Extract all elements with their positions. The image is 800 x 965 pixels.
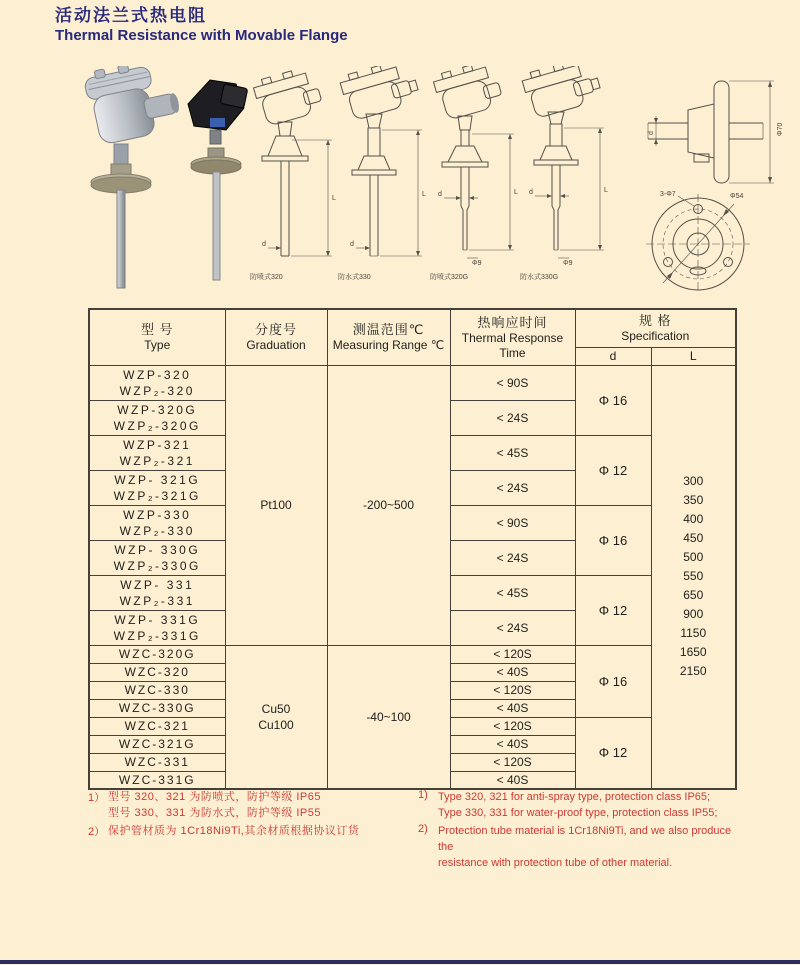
header-sub-d: d [575,347,651,365]
footnotes-en [418,789,738,873]
response-cell: < 90S [450,505,575,540]
drawing-330-graphic [338,66,430,270]
footnote-item: 1) Type 320, 321 for anti-spray type, protection class IP65; Type 330, 331 for water-proof type, protection class IP55; [418,789,718,819]
response-cell: < 40S [450,735,575,753]
drawing-320g-graphic [430,66,522,270]
header-type: 型 号 Type [89,309,225,365]
type-cell: WZC-321 [89,717,225,735]
drawing-type-320g [430,66,522,282]
diameter-cell: Φ 12 [575,575,651,645]
range-cell-wzp: -200~500 [327,365,450,645]
diameter-cell: Φ 16 [575,645,651,717]
diameter-cell: Φ 16 [575,365,651,435]
type-cell: WZC-330 [89,681,225,699]
response-cell: < 120S [450,681,575,699]
flange-side-graphic [618,76,798,194]
drawing-type-320 [250,70,342,282]
type-cell: WZP- 321G WZP₂-321G [89,470,225,505]
dim-label-phi70: Φ70 [777,122,784,136]
response-cell: < 24S [450,540,575,575]
type-cell: WZC-320G [89,645,225,663]
type-cell: WZP- 331G WZP₂-331G [89,610,225,645]
footnote-item: 2) Protection tube material is 1Cr18Ni9Ti, and we also produce the resistance with protection tube of other material. [418,823,732,869]
type-cell: WZP-321 WZP₂-321 [89,435,225,470]
page-title-en: Thermal Resistance with Movable Flange [55,27,348,44]
response-cell: < 45S [450,575,575,610]
type-cell: WZP- 330G WZP₂-330G [89,540,225,575]
drawing-type-330 [338,66,430,282]
thermocouple-photo-black-graphic [180,74,250,288]
response-cell: < 24S [450,470,575,505]
footnote-item: 2） 保护管材质为 1Cr18Ni9Ti,其余材质根据协议订货 [88,825,360,838]
dim-label-L: L [604,187,608,194]
response-cell: < 45S [450,435,575,470]
type-cell: WZP-330 WZP₂-330 [89,505,225,540]
drawing-320-graphic [250,70,342,270]
dim-label-phi9: Φ9 [563,260,573,267]
response-cell: < 120S [450,645,575,663]
flange-front-graphic [616,188,796,294]
graduation-cell-pt100: Pt100 [225,365,327,645]
footnote-item: 1） 型号 320、321 为防喷式，防护等级 IP65 型号 330、331 为防水式，防护等级 IP55 [88,791,322,819]
type-cell: WZC-320 [89,663,225,681]
type-cell: WZP- 331 WZP₂-331 [89,575,225,610]
spec-table [88,308,737,790]
header-graduation: 分度号 Graduation [225,309,327,365]
dim-label-L: L [332,195,336,202]
response-cell: < 40S [450,699,575,717]
dim-label-d: d [648,131,655,135]
type-cell: WZC-330G [89,699,225,717]
response-cell: < 24S [450,610,575,645]
header-response: 热响应时间 Thermal Response Time [450,309,575,365]
diameter-cell: Φ 12 [575,717,651,789]
flange-side-view [618,76,798,194]
response-cell: < 90S [450,365,575,400]
page-bottom-rule [0,960,800,964]
dim-label-bolt-holes: 3-Φ7 [660,191,676,198]
page-header [55,6,348,46]
diameter-cell: Φ 12 [575,435,651,505]
type-cell: WZC-331 [89,753,225,771]
graduation-cell-cu: Cu50 Cu100 [225,645,327,789]
drawing-type-330g [520,66,612,282]
dim-label-d: d [262,241,266,248]
length-cell: 300 350 400 450 500 550 650 900 1150 1650 2150 [651,365,736,789]
flange-front-view [616,188,796,294]
response-cell: < 40S [450,771,575,789]
page-title-zh: 活动法兰式热电阻 [55,6,207,25]
header-range: 测温范围℃ Measuring Range ℃ [327,309,450,365]
response-cell: < 120S [450,717,575,735]
thermocouple-photo-gray-graphic [70,66,182,294]
response-cell: < 40S [450,663,575,681]
drawing-caption: 防水式330 [338,274,371,281]
footnotes-zh [88,789,403,841]
type-cell: WZP-320 WZP₂-320 [89,365,225,400]
response-cell: < 120S [450,753,575,771]
response-cell: < 24S [450,400,575,435]
drawing-caption: 防水式330G [520,274,559,281]
dim-label-d: d [529,189,533,196]
dim-label-L: L [422,191,426,198]
header-specification: 规 格 Specification [575,309,736,347]
dim-label-L: L [514,189,518,196]
dim-label-phi9: Φ9 [472,260,482,267]
header-sub-l: L [651,347,736,365]
drawing-caption: 防喷式320 [250,274,283,281]
product-photo-gray [70,66,182,294]
dim-label-phi54: Φ54 [730,193,744,200]
drawing-330g-graphic [520,66,612,270]
type-cell: WZC-331G [89,771,225,789]
type-cell: WZP-320G WZP₂-320G [89,400,225,435]
diameter-cell: Φ 16 [575,505,651,575]
drawing-caption: 防喷式320G [430,274,469,281]
dim-label-d: d [438,191,442,198]
type-cell: WZC-321G [89,735,225,753]
range-cell-wzc: -40~100 [327,645,450,789]
dim-label-d: d [350,241,354,248]
product-photo-black [180,74,250,288]
